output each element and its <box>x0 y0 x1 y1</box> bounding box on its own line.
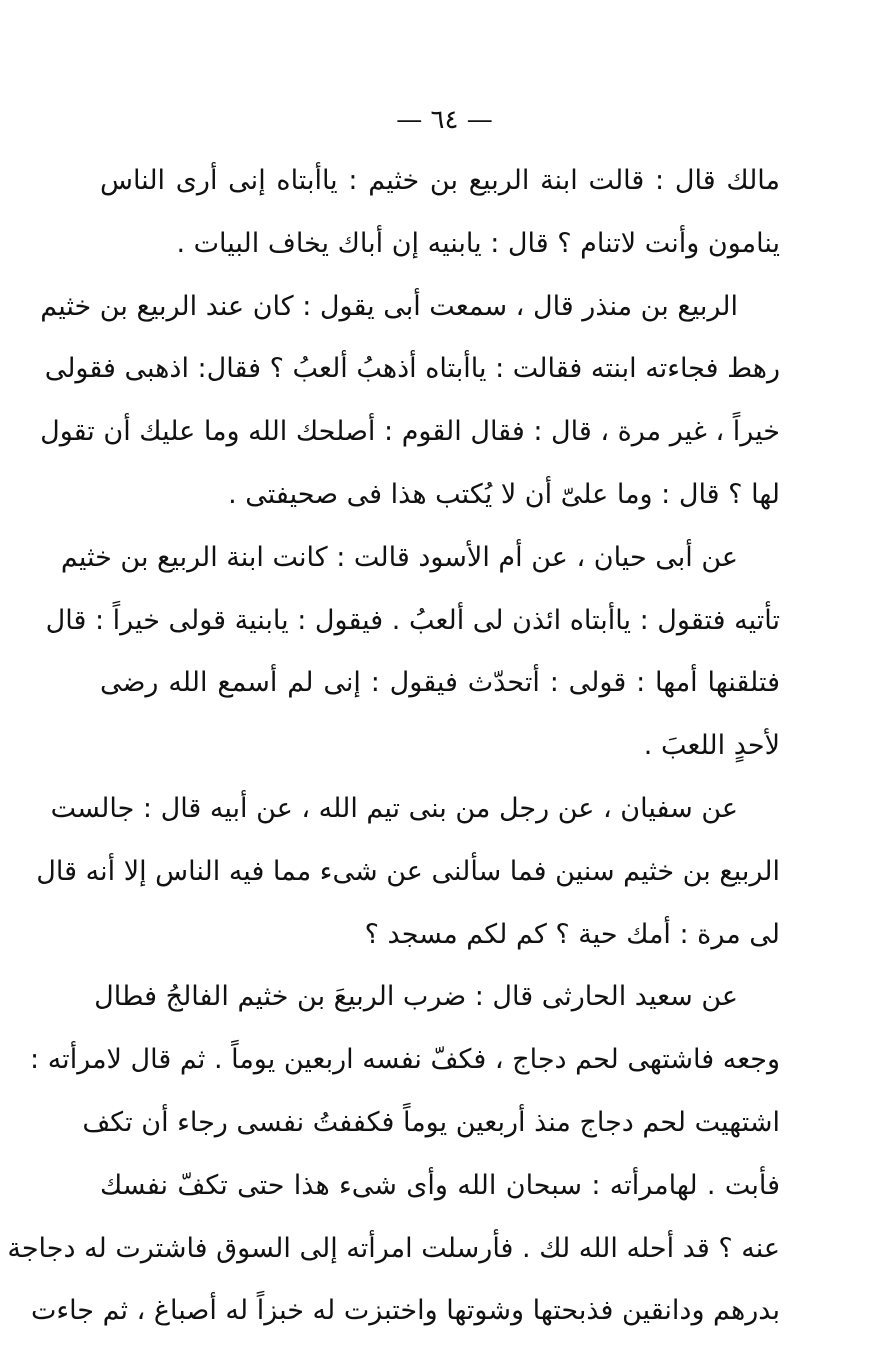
text-line: بدرهم ودانقين فذبحتها وشوتها واختبزت له خبزاً له أصباغ ، ثم جاءت <box>30 1295 780 1327</box>
text-line: لأحدٍ اللعبَ . <box>643 730 780 762</box>
text-line: عن أبى حيان ، عن أم الأسود قالت : كانت ابنة الربيع بن خثيم <box>60 541 738 573</box>
page-number: — ٦٤ — <box>396 105 493 135</box>
text-line: خيراً ، غير مرة ، قال : فقال القوم : أصلحك الله وما عليك أن تقول <box>40 416 780 448</box>
text-line: لها ؟ قال : وما علىّ أن لا يُكتب هذا فى صحيفتى . <box>228 478 780 510</box>
text-line: عنه ؟ قد أحله الله لك . فأرسلت امرأته إلى السوق فاشترت له دجاجة <box>7 1232 780 1264</box>
text-line: ينامون وأنت لاتنام ؟ قال : يابنيه إن أباك يخاف البيات . <box>176 227 780 259</box>
text-line: عن سفيان ، عن رجل من بنى تيم الله ، عن أبيه قال : جالست <box>50 792 738 824</box>
text-line: اشتهيت لحم دجاج منذ أربعين يوماً فكففتُ نفسى رجاء أن تكف <box>82 1106 780 1138</box>
text-line: لى مرة : أمك حية ؟ كم لكم مسجد ؟ <box>364 918 780 950</box>
page-body-text <box>7 150 780 1343</box>
text-line: فتلقنها أمها : قولى : أتحدّث فيقول : إنى لم أسمع الله رضى <box>100 667 780 699</box>
text-line: فأبت . لهامرأته : سبحان الله وأى شىء هذا حتى تكفّ نفسك <box>100 1169 780 1201</box>
text-line: مالك قال : قالت ابنة الربيع بن خثيم : ياأبتاه إنى أرى الناس <box>100 165 780 196</box>
text-line: وجعه فاشتهى لحم دجاج ، فكفّ نفسه اربعين يوماً . ثم قال لامرأته : <box>30 1044 780 1076</box>
text-line: الربيع بن خثيم سنين فما سألنى عن شىء مما فيه الناس إلا أنه قال <box>36 855 780 887</box>
text-line: رهط فجاءته ابنته فقالت : ياأبتاه أذهبُ ألعبُ ؟ فقال: اذهبى فقولى <box>44 353 780 385</box>
text-line: تأتيه فتقول : ياأبتاه ائذن لى ألعبُ . فيقول : يابنية قولى خيراً : قال <box>45 604 780 636</box>
text-line: الربيع بن منذر قال ، سمعت أبى يقول : كان عند الربيع بن خثيم <box>40 290 738 322</box>
text-line: عن سعيد الحارثى قال : ضرب الربيعَ بن خثيم الفالجُ فطال <box>94 981 738 1013</box>
